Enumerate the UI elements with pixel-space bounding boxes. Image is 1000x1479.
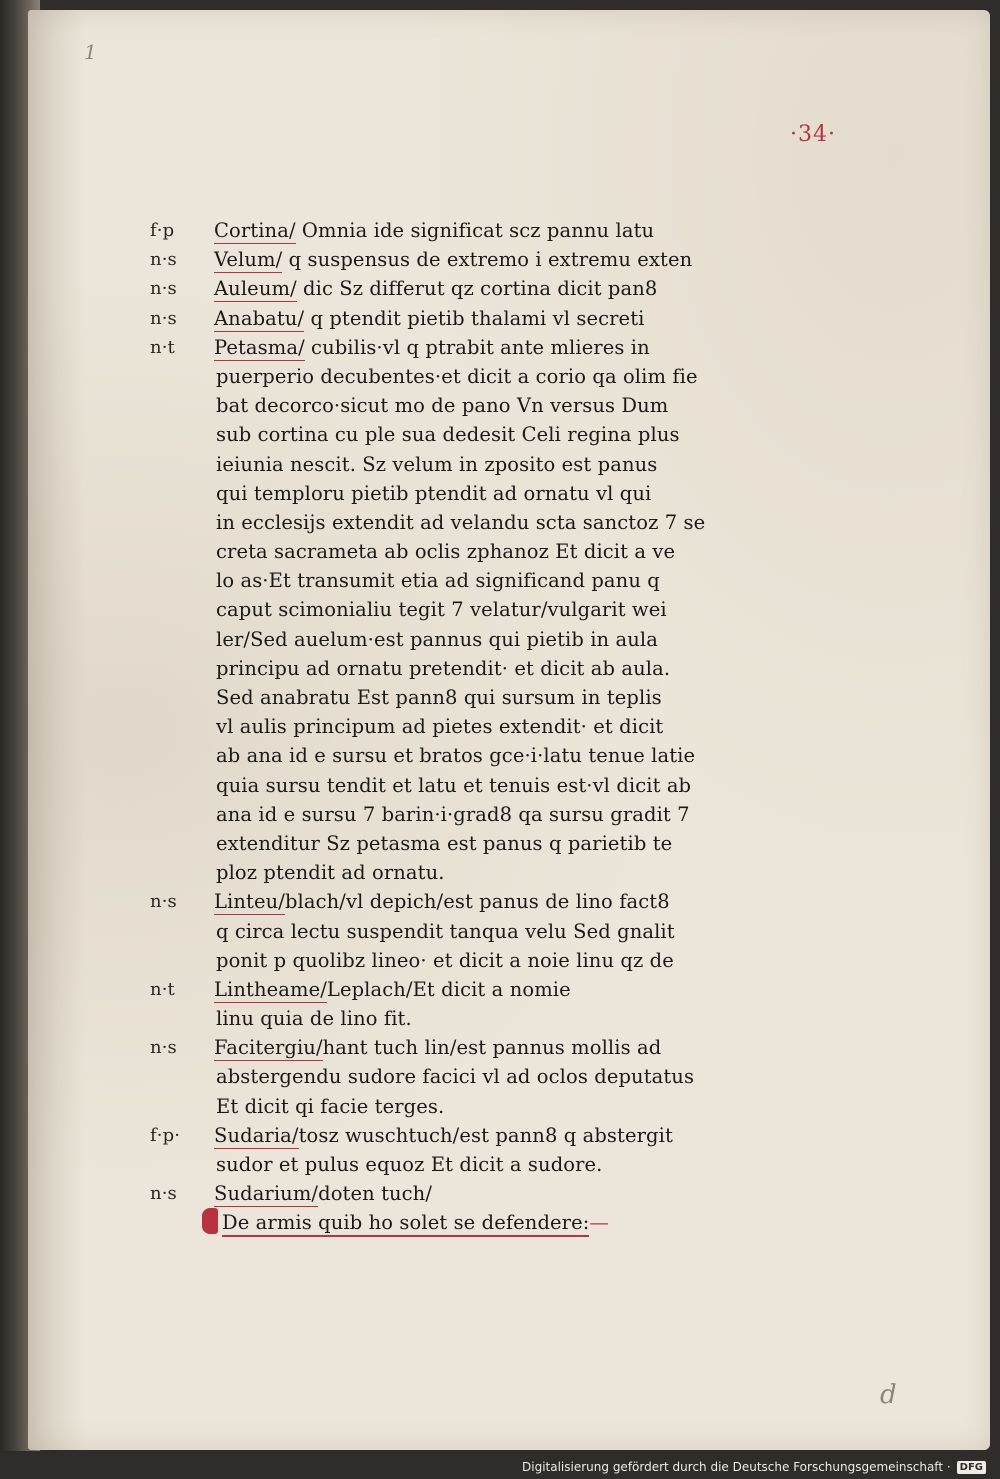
- line-body: [214, 975, 571, 1004]
- text-line: [150, 479, 750, 508]
- line-body: [216, 508, 705, 537]
- line-body: [216, 537, 675, 566]
- line-text: ler/Sed auelum·est pannus qui pietib in aula: [216, 627, 658, 651]
- line-body: [216, 654, 670, 683]
- gender-marker: f·p: [150, 220, 175, 241]
- rubric-text: De armis quib ho solet se defendere:: [222, 1211, 589, 1237]
- text-line: [150, 245, 750, 274]
- text-line: [150, 362, 750, 391]
- line-text: Et dicit qi facie terges.: [216, 1094, 445, 1118]
- line-body: [216, 800, 690, 829]
- line-body: [216, 771, 691, 800]
- footer-credit: [522, 1460, 986, 1474]
- line-text: sub cortina cu ple sua dedesit Celi regina plus: [216, 423, 680, 447]
- text-line: [150, 1150, 750, 1179]
- line-text: doten tuch/: [318, 1182, 433, 1206]
- lemma-headword: Linteu/: [214, 890, 285, 914]
- text-line: [150, 741, 750, 770]
- line-text: in ecclesijs extendit ad velandu scta sanctoz 7 se: [216, 510, 706, 534]
- line-body: [214, 1121, 673, 1150]
- line-body: [214, 887, 670, 916]
- line-text: q circa lectu suspendit tanqua velu Sed gnalit: [216, 919, 675, 943]
- text-line: [150, 1004, 750, 1033]
- line-body: [216, 479, 651, 508]
- line-text: hant tuch lin/est pannus mollis ad: [322, 1036, 662, 1060]
- text-line: [150, 625, 750, 654]
- text-line: [150, 1179, 750, 1208]
- line-body: [216, 362, 698, 391]
- line-text: ieiunia nescit. Sz velum in zposito est panus: [216, 452, 658, 476]
- text-line: [150, 771, 750, 800]
- line-body: [214, 333, 650, 362]
- text-line: [150, 566, 750, 595]
- line-text: tosz wuschtuch/est pann8 q abstergit: [298, 1123, 673, 1147]
- line-text: caput scimonialiu tegit 7 velatur/vulgarit wei: [216, 598, 667, 622]
- text-line: [150, 1033, 750, 1062]
- line-text: sudor et pulus equoz Et dicit a sudore.: [216, 1153, 603, 1176]
- text-line: [150, 391, 750, 420]
- line-text: dic Sz differut qz cortina dicit pan8: [296, 277, 658, 301]
- text-line: [150, 508, 750, 537]
- line-text: Sed anabratu Est pann8 qui sursum in teplis: [216, 686, 662, 709]
- line-body: [216, 712, 663, 741]
- text-line: [150, 420, 750, 449]
- folio-number: ·34·: [790, 122, 836, 147]
- text-line: [150, 887, 750, 916]
- line-body: [214, 274, 657, 303]
- lemma-headword: Anabatu/: [214, 306, 305, 330]
- lemma-headword: Petasma/: [214, 335, 305, 359]
- text-line: [150, 800, 750, 829]
- text-line: [150, 829, 750, 858]
- line-text: lo as·Et transumit etia ad significand panu q: [216, 569, 660, 593]
- text-line: [150, 1092, 750, 1121]
- line-text: ana id e sursu 7 barin·i·grad8 qa sursu gradit 7: [216, 802, 690, 826]
- line-body: [216, 829, 672, 858]
- rubric-heading: [150, 1208, 750, 1237]
- gender-marker: n·s: [150, 1037, 177, 1059]
- text-line: [150, 917, 750, 946]
- line-text: creta sacrameta ab oclis zphanoz Et dicit a ve: [216, 540, 676, 564]
- line-body: [216, 683, 662, 712]
- gender-marker: n·s: [150, 307, 177, 329]
- line-body: [216, 1004, 412, 1033]
- lemma-headword: Auleum/: [214, 277, 297, 301]
- line-text: abstergendu sudore facici vl ad oclos deputatus: [216, 1065, 695, 1089]
- rubric-dash: —: [589, 1211, 610, 1235]
- gender-marker: n·t: [150, 978, 175, 1000]
- text-line: [150, 537, 750, 566]
- line-text: q suspensus de extremo i extremu exten: [282, 248, 693, 272]
- line-body: [214, 304, 644, 333]
- text-line: [150, 304, 750, 333]
- text-line: [150, 333, 750, 362]
- text-line: [150, 712, 750, 741]
- line-body: [216, 741, 695, 770]
- gender-marker: f·p·: [150, 1124, 181, 1146]
- line-text: qui temploru pietib ptendit ad ornatu vl qui: [216, 481, 652, 505]
- red-paragraph-mark-icon: [202, 1208, 218, 1234]
- line-text: vl aulis principum ad pietes extendit· et dicit: [216, 715, 664, 739]
- line-body: [216, 946, 674, 975]
- lemma-headword: Sudarium/: [214, 1182, 319, 1206]
- line-text: puerperio decubentes·et dicit a corio qa olim fie: [216, 364, 698, 388]
- line-body: [214, 1033, 661, 1062]
- line-text: linu quia de lino fit.: [216, 1007, 412, 1031]
- line-text: principu ad ornatu pretendit· et dicit ab aula.: [216, 656, 671, 680]
- line-body: [216, 917, 675, 946]
- line-text: ab ana id e sursu et bratos gce·i·latu tenue latie: [216, 744, 696, 768]
- line-text: cubilis·vl q ptrabit ante mlieres in: [304, 335, 650, 359]
- line-body: [216, 1062, 694, 1091]
- line-text: ponit p quolibz lineo· et dicit a noie linu qz de: [216, 948, 674, 972]
- pencil-mark-bottom: d: [880, 1380, 897, 1410]
- text-line: [150, 946, 750, 975]
- line-body: [216, 450, 657, 479]
- line-body: [216, 391, 668, 420]
- lemma-headword: Facitergiu/: [214, 1036, 323, 1060]
- gender-marker: n·t: [150, 336, 175, 358]
- gender-marker: n·s: [150, 1183, 177, 1205]
- text-line: [150, 216, 750, 245]
- line-body: [214, 1179, 432, 1208]
- lemma-headword: Lintheame/: [214, 977, 327, 1001]
- text-line: [150, 1062, 750, 1091]
- lemma-headword: Velum/: [214, 248, 283, 272]
- text-block: [150, 216, 750, 1238]
- line-body: [216, 858, 445, 887]
- text-line: [150, 975, 750, 1004]
- line-body: [216, 1150, 602, 1179]
- dfg-logo: DFG: [957, 1461, 986, 1474]
- line-text: bat decorco·sicut mo de pano Vn versus Dum: [216, 394, 669, 418]
- footer-credit-text: Digitalisierung gefördert durch die Deutsche Forschungsgemeinschaft ·: [522, 1460, 951, 1474]
- lemma-headword: Cortina/: [214, 219, 296, 242]
- gender-marker: n·s: [150, 278, 177, 300]
- gender-marker: n·s: [150, 249, 177, 271]
- line-text: Leplach/Et dicit a nomie: [326, 977, 571, 1001]
- line-body: [214, 216, 654, 245]
- line-text: quia sursu tendit et latu et tenuis est·vl dicit ab: [216, 773, 692, 797]
- line-body: [214, 245, 692, 274]
- rubric-body: [202, 1208, 609, 1237]
- line-body: [216, 566, 660, 595]
- text-line: [150, 1121, 750, 1150]
- line-body: [216, 625, 658, 654]
- text-line: [150, 683, 750, 712]
- footer-bar: [0, 1451, 1000, 1479]
- line-body: [216, 1092, 444, 1121]
- line-text: ploz ptendit ad ornatu.: [216, 861, 445, 885]
- line-body: [216, 420, 680, 449]
- gender-marker: n·s: [150, 891, 177, 913]
- text-line: [150, 450, 750, 479]
- line-text: extenditur Sz petasma est panus q parietib te: [216, 831, 673, 855]
- line-body: [216, 595, 667, 624]
- text-line: [150, 595, 750, 624]
- line-text: Omnia ide significat scz pannu latu: [295, 219, 655, 242]
- text-line: [150, 274, 750, 303]
- pencil-mark-top: 1: [84, 40, 97, 64]
- text-line: [150, 858, 750, 887]
- lemma-headword: Sudaria/: [214, 1123, 299, 1147]
- line-text: blach/vl depich/est panus de lino fact8: [284, 890, 670, 914]
- text-line: [150, 654, 750, 683]
- line-text: q ptendit pietib thalami vl secreti: [304, 306, 645, 330]
